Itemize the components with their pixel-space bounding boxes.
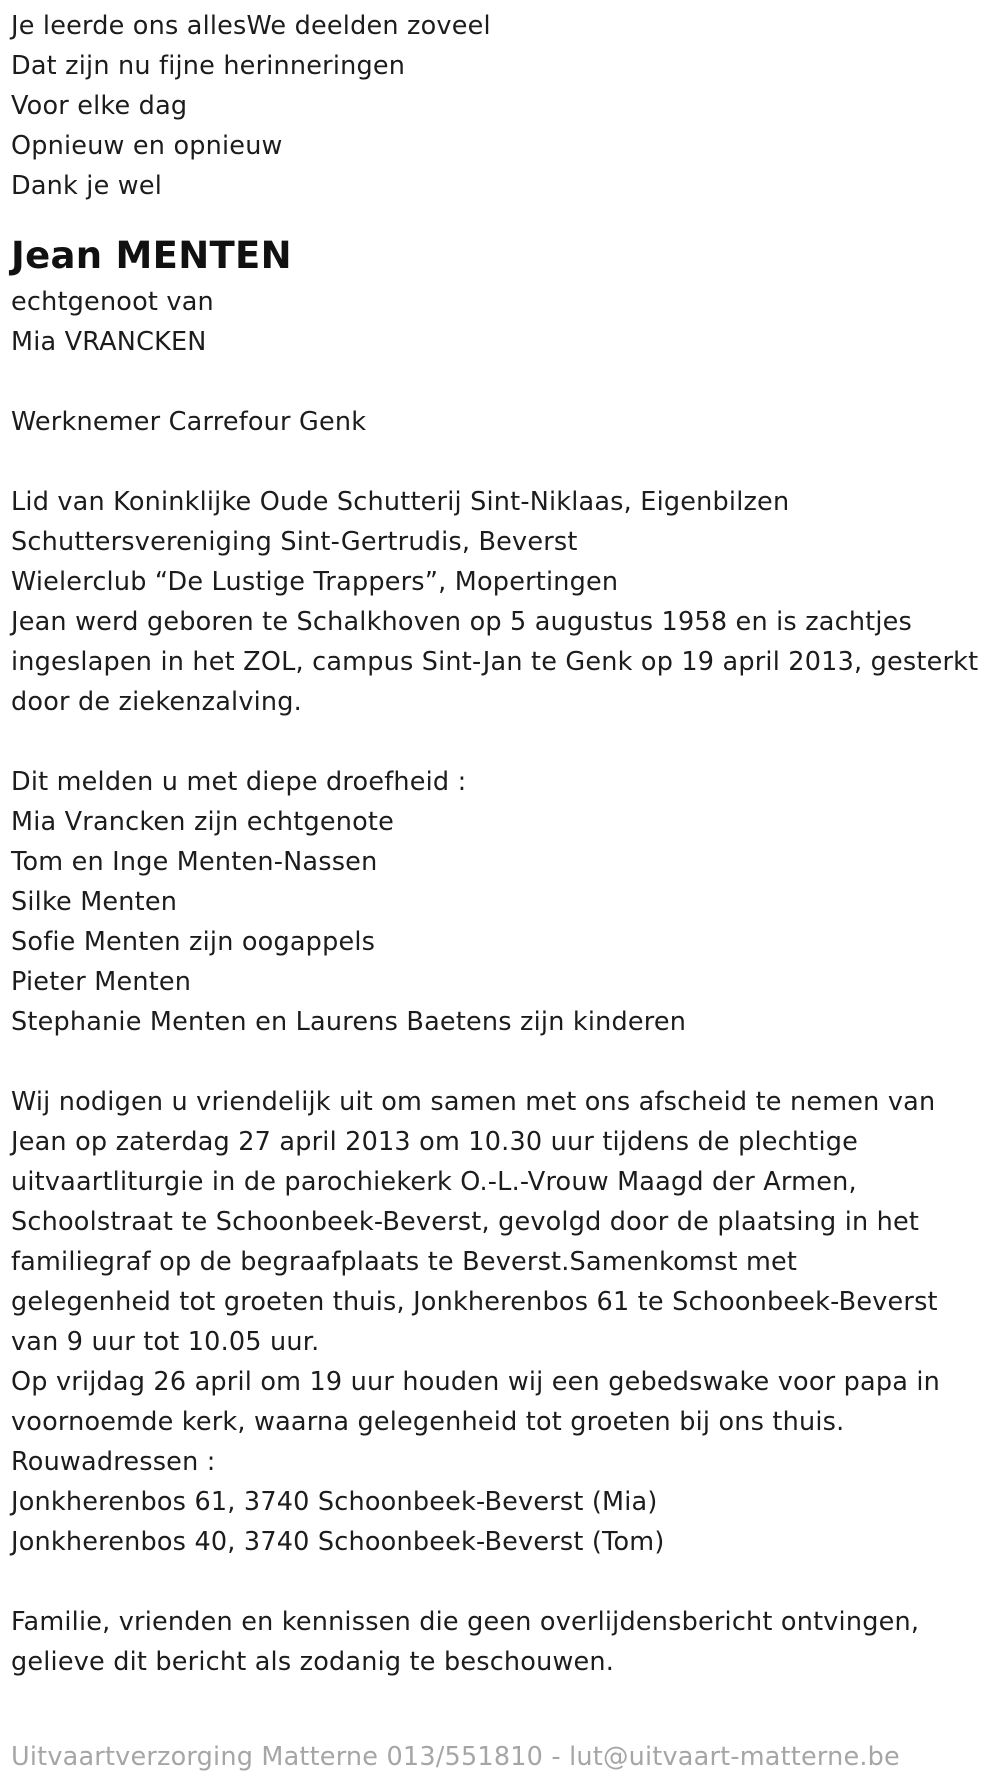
closing-note (11, 1602, 996, 1682)
poem-line: Dank je wel (11, 171, 163, 201)
paragraph-line: gelieve dit bericht als zodanig te beschouwen. (11, 1647, 615, 1677)
announcer-line: Sofie Menten zijn oogappels (11, 927, 376, 957)
paragraph-line: Op vrijdag 26 april om 19 uur houden wij een gebedswake voor papa in (11, 1367, 941, 1397)
poem-line: Dat zijn nu fijne herinneringen (11, 51, 406, 81)
spacer (11, 442, 996, 482)
paragraph-line: door de ziekenzalving. (11, 687, 302, 717)
funeral-home-footer: Uitvaartverzorging Matterne 013/551810 - lut@uitvaart-matterne.be (11, 1742, 900, 1772)
memberships (11, 482, 996, 602)
membership-line: Lid van Koninklijke Oude Schutterij Sint-Niklaas, Eigenbilzen (11, 487, 790, 517)
announcer-line: Tom en Inge Menten-Nassen (11, 847, 378, 877)
paragraph-line: Familie, vrienden en kennissen die geen overlijdensbericht ontvingen, (11, 1607, 920, 1637)
obituary-document (11, 6, 996, 1682)
announcer-line: Dit melden u met diepe droefheid : (11, 767, 467, 797)
funeral-details (11, 1082, 996, 1562)
paragraph-line: ingeslapen in het ZOL, campus Sint-Jan te Genk op 19 april 2013, gesterkt (11, 647, 979, 677)
paragraph-line: gelegenheid tot groeten thuis, Jonkherenbos 61 te Schoonbeek-Beverst (11, 1287, 938, 1317)
birth-death-paragraph (11, 602, 996, 722)
paragraph-line: van 9 uur tot 10.05 uur. (11, 1327, 320, 1357)
relation-text: echtgenoot van (11, 287, 214, 317)
deceased-block (11, 230, 996, 362)
poem-line: Je leerde ons allesWe deelden zoveel (11, 11, 491, 41)
paragraph-line: Wij nodigen u vriendelijk uit om samen met ons afscheid te nemen van (11, 1087, 936, 1117)
announcer-line: Silke Menten (11, 887, 178, 917)
deceased-name: Jean MENTEN (11, 234, 292, 277)
membership-line: Schuttersvereniging Sint-Gertrudis, Beverst (11, 527, 578, 557)
mourning-addresses-label: Rouwadressen : (11, 1447, 216, 1477)
spacer (11, 1562, 996, 1602)
membership-line: Wielerclub “De Lustige Trappers”, Mopertingen (11, 567, 619, 597)
paragraph-line: Jean op zaterdag 27 april 2013 om 10.30 uur tijdens de plechtige (11, 1127, 859, 1157)
poem (11, 6, 996, 206)
announcer-line: Pieter Menten (11, 967, 192, 997)
paragraph-line: familiegraf op de begraafplaats te Beverst.Samenkomst met (11, 1247, 798, 1277)
spacer (11, 206, 996, 230)
spacer (11, 1042, 996, 1082)
occupation: Werknemer Carrefour Genk (11, 407, 367, 437)
paragraph-line: Jean werd geboren te Schalkhoven op 5 augustus 1958 en is zachtjes (11, 607, 913, 637)
spacer (11, 722, 996, 762)
mourning-address: Jonkherenbos 61, 3740 Schoonbeek-Beverst (Mia) (11, 1487, 658, 1517)
announcer-line: Mia Vrancken zijn echtgenote (11, 807, 394, 837)
mourning-address: Jonkherenbos 40, 3740 Schoonbeek-Beverst (Tom) (11, 1527, 665, 1557)
paragraph-line: Schoolstraat te Schoonbeek-Beverst, gevolgd door de plaatsing in het (11, 1207, 920, 1237)
paragraph-line: voornoemde kerk, waarna gelegenheid tot groeten bij ons thuis. (11, 1407, 845, 1437)
spacer (11, 362, 996, 402)
announcers (11, 762, 996, 1042)
poem-line: Opnieuw en opnieuw (11, 131, 283, 161)
announcer-line: Stephanie Menten en Laurens Baetens zijn kinderen (11, 1007, 687, 1037)
paragraph-line: uitvaartliturgie in de parochiekerk O.-L.-Vrouw Maagd der Armen, (11, 1167, 857, 1197)
poem-line: Voor elke dag (11, 91, 188, 121)
spouse-name: Mia VRANCKEN (11, 327, 207, 357)
